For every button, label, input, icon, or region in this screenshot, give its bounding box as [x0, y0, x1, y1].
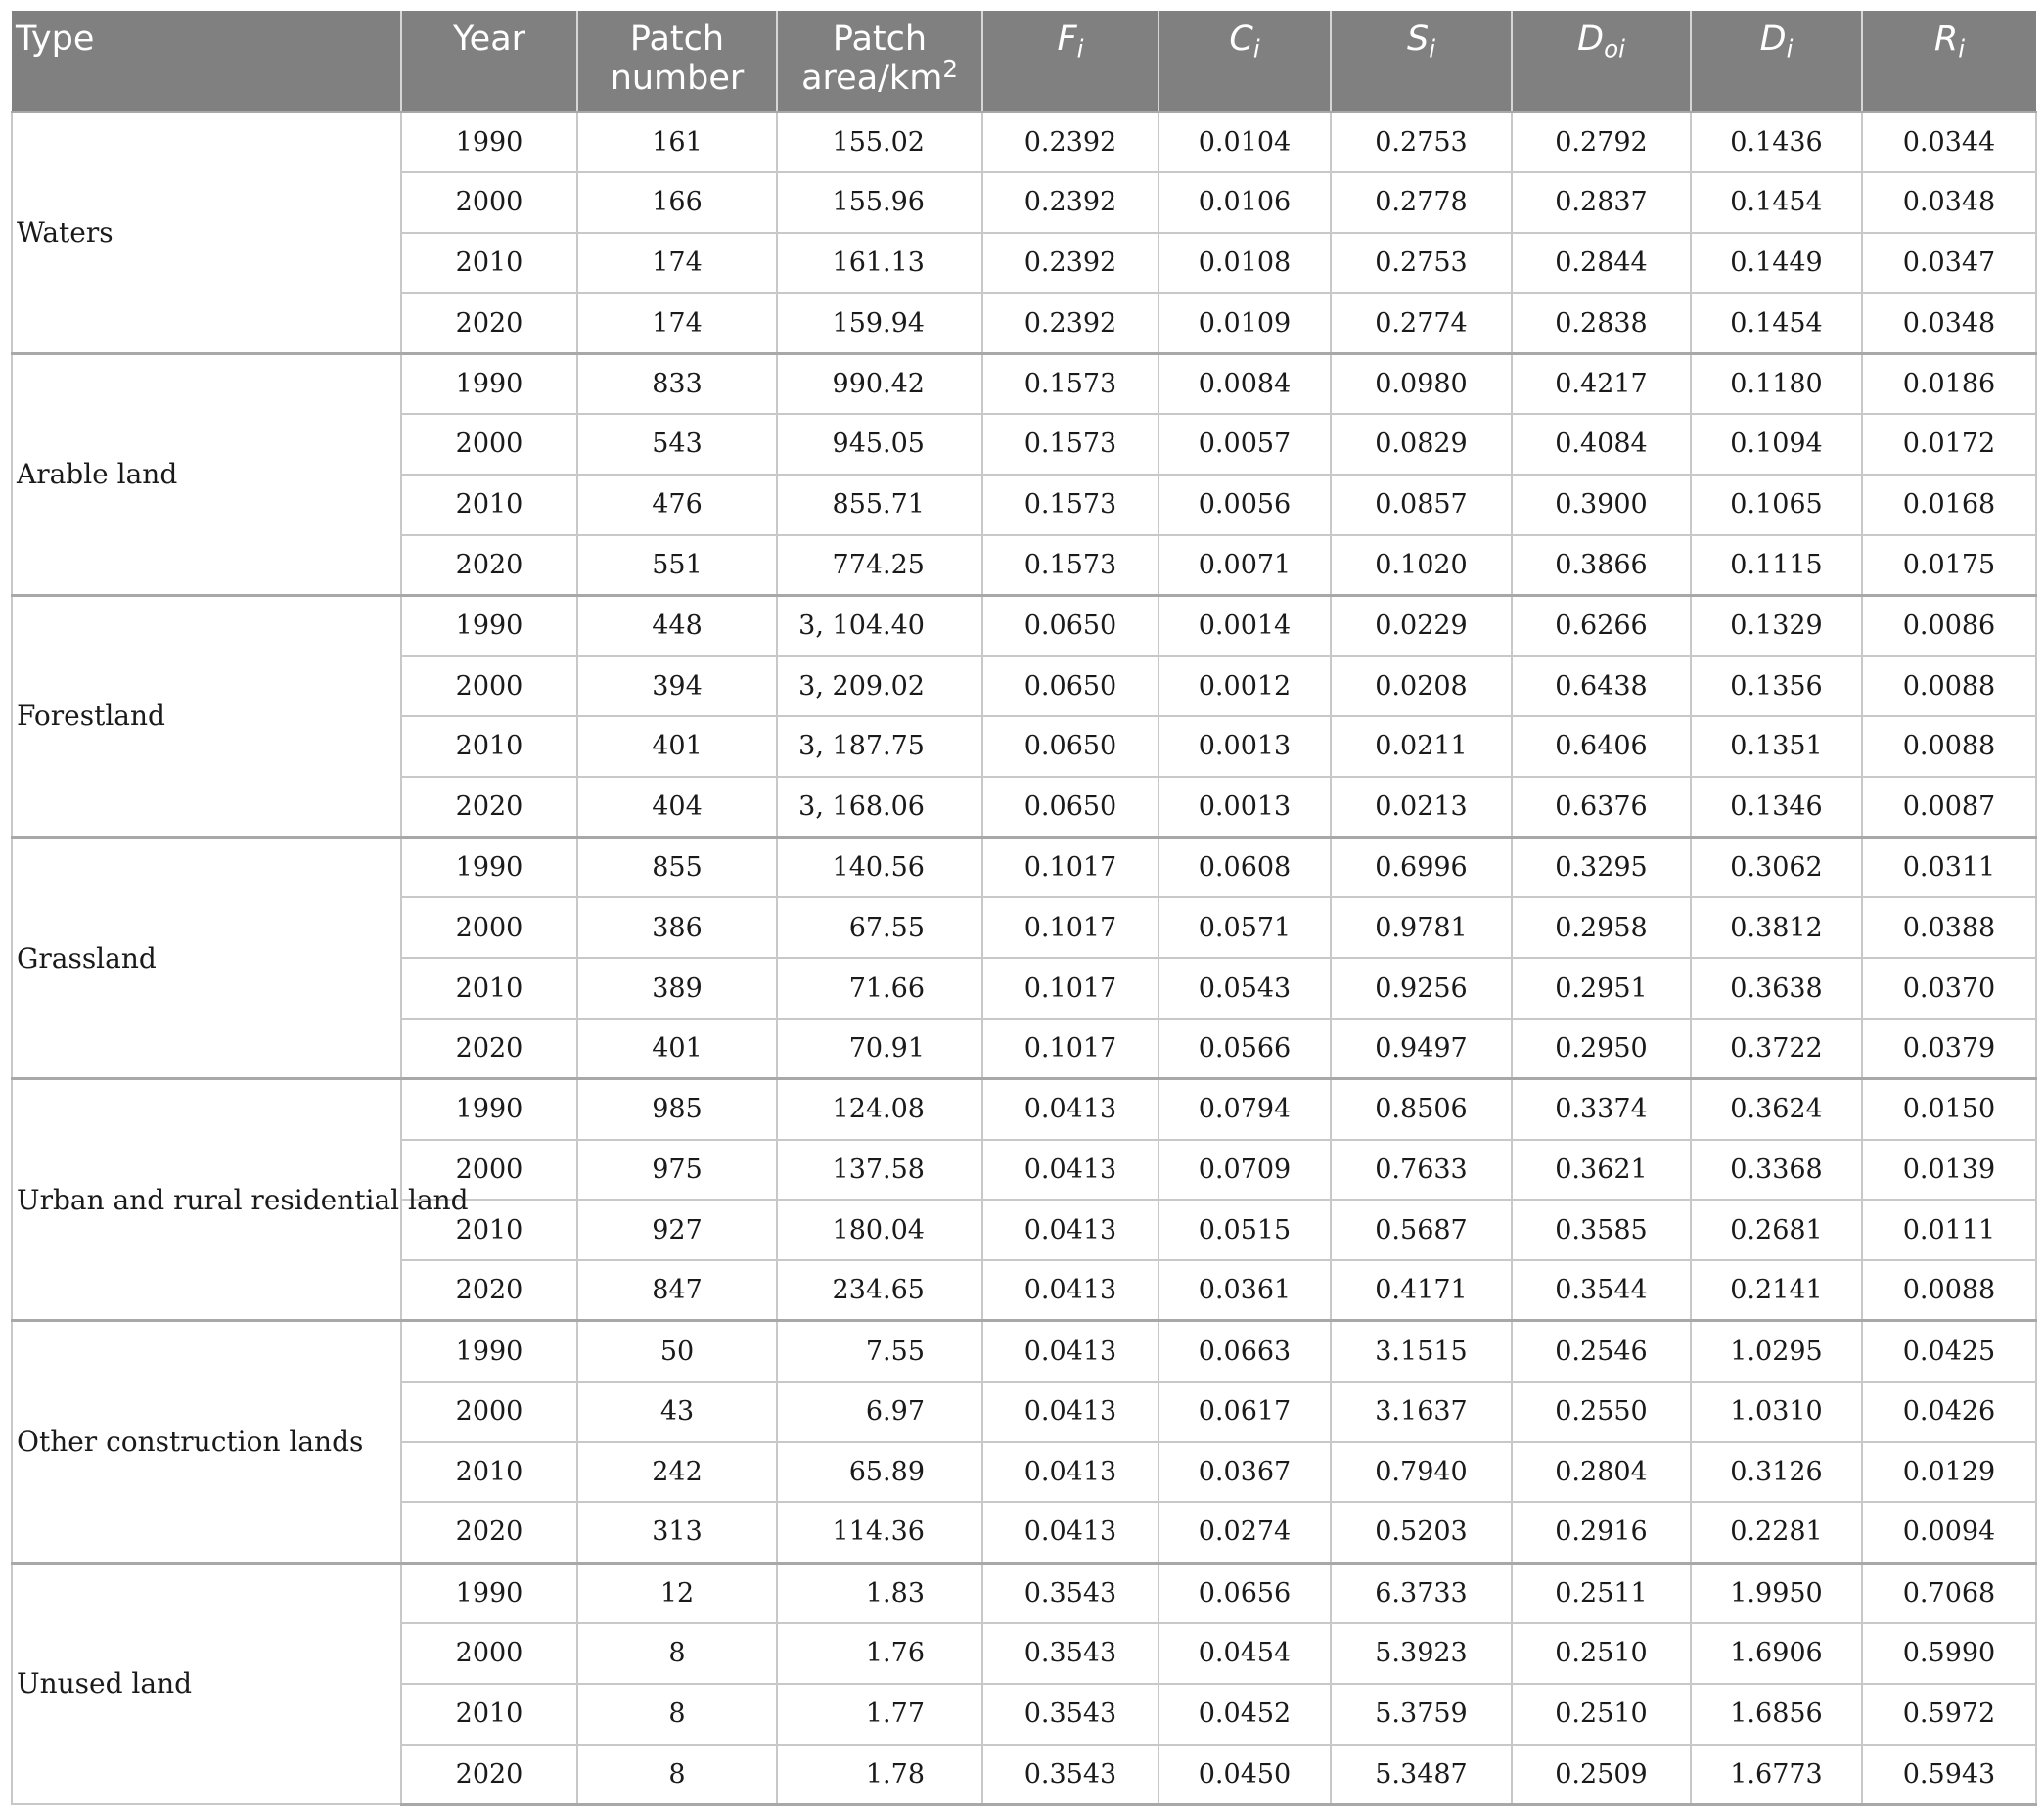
- cell-di: 1.6906: [1691, 1623, 1862, 1684]
- cell-patch-area: 137.58: [777, 1140, 982, 1201]
- cell-ri: 0.0425: [1862, 1321, 2036, 1382]
- col-header-ci: $C_i$: [1158, 11, 1331, 112]
- cell-di: 0.1180: [1691, 353, 1862, 414]
- cell-fi: 0.1573: [982, 353, 1158, 414]
- cell-si: 0.7633: [1331, 1140, 1512, 1201]
- cell-si: 0.0208: [1331, 656, 1512, 716]
- cell-di: 0.1346: [1691, 777, 1862, 838]
- cell-doi: 0.2510: [1512, 1623, 1691, 1684]
- cell-si: 0.0829: [1331, 414, 1512, 475]
- cell-si: 0.9497: [1331, 1019, 1512, 1079]
- col-header-patch-area: Patch area/$km^2$: [777, 11, 982, 112]
- cell-si: 0.1020: [1331, 535, 1512, 596]
- cell-patch-number: 389: [577, 958, 777, 1019]
- cell-ri: 0.0168: [1862, 475, 2036, 535]
- cell-year: 2000: [401, 172, 577, 233]
- col-header-fi: $F_i$: [982, 11, 1158, 112]
- cell-patch-number: 401: [577, 716, 777, 777]
- cell-ci: 0.0617: [1158, 1382, 1331, 1442]
- cell-patch-area: 1.78: [777, 1745, 982, 1805]
- cell-doi: 0.2511: [1512, 1563, 1691, 1623]
- cell-fi: 0.0413: [982, 1140, 1158, 1201]
- cell-ri: 0.0426: [1862, 1382, 2036, 1442]
- cell-patch-number: 8: [577, 1684, 777, 1745]
- cell-year: 2020: [401, 1502, 577, 1563]
- cell-patch-number: 847: [577, 1260, 777, 1321]
- cell-di: 0.1449: [1691, 233, 1862, 294]
- cell-ri: 0.0348: [1862, 293, 2036, 353]
- cell-ci: 0.0013: [1158, 716, 1331, 777]
- cell-di: 0.2281: [1691, 1502, 1862, 1563]
- cell-year: 1990: [401, 838, 577, 898]
- cell-ri: 0.0094: [1862, 1502, 2036, 1563]
- cell-fi: 0.3543: [982, 1684, 1158, 1745]
- cell-ci: 0.0014: [1158, 595, 1331, 656]
- cell-patch-number: 174: [577, 293, 777, 353]
- cell-ri: 0.0111: [1862, 1200, 2036, 1260]
- cell-patch-number: 476: [577, 475, 777, 535]
- cell-fi: 0.2392: [982, 233, 1158, 294]
- cell-ci: 0.0274: [1158, 1502, 1331, 1563]
- cell-si: 0.7940: [1331, 1442, 1512, 1503]
- cell-fi: 0.1017: [982, 838, 1158, 898]
- cell-patch-number: 242: [577, 1442, 777, 1503]
- cell-patch-number: 50: [577, 1321, 777, 1382]
- cell-fi: 0.0413: [982, 1382, 1158, 1442]
- cell-ri: 0.0087: [1862, 777, 2036, 838]
- cell-year: 2000: [401, 1382, 577, 1442]
- cell-di: 1.6856: [1691, 1684, 1862, 1745]
- cell-year: 2000: [401, 1623, 577, 1684]
- cell-fi: 0.0413: [982, 1502, 1158, 1563]
- cell-patch-area: 3, 104.40: [777, 595, 982, 656]
- cell-doi: 0.2844: [1512, 233, 1691, 294]
- cell-di: 0.1351: [1691, 716, 1862, 777]
- cell-ri: 0.0150: [1862, 1079, 2036, 1140]
- cell-ci: 0.0109: [1158, 293, 1331, 353]
- cell-patch-number: 985: [577, 1079, 777, 1140]
- cell-patch-number: 394: [577, 656, 777, 716]
- cell-year: 2020: [401, 777, 577, 838]
- cell-doi: 0.2804: [1512, 1442, 1691, 1503]
- cell-doi: 0.2837: [1512, 172, 1691, 233]
- cell-patch-number: 166: [577, 172, 777, 233]
- cell-doi: 0.4217: [1512, 353, 1691, 414]
- cell-si: 5.3759: [1331, 1684, 1512, 1745]
- cell-ri: 0.0344: [1862, 112, 2036, 172]
- col-header-ri: $R_i$: [1862, 11, 2036, 112]
- cell-doi: 0.2550: [1512, 1382, 1691, 1442]
- cell-di: 0.3812: [1691, 897, 1862, 958]
- cell-di: 1.9950: [1691, 1563, 1862, 1623]
- cell-fi: 0.0650: [982, 716, 1158, 777]
- cell-si: 3.1515: [1331, 1321, 1512, 1382]
- cell-fi: 0.0650: [982, 656, 1158, 716]
- cell-patch-number: 401: [577, 1019, 777, 1079]
- cell-doi: 0.2838: [1512, 293, 1691, 353]
- cell-year: 1990: [401, 1563, 577, 1623]
- cell-year: 2010: [401, 958, 577, 1019]
- cell-ci: 0.0361: [1158, 1260, 1331, 1321]
- cell-patch-area: 3, 209.02: [777, 656, 982, 716]
- cell-ci: 0.0566: [1158, 1019, 1331, 1079]
- cell-doi: 0.6376: [1512, 777, 1691, 838]
- col-header-type: Type: [12, 11, 401, 112]
- cell-di: 0.3722: [1691, 1019, 1862, 1079]
- cell-si: 0.0213: [1331, 777, 1512, 838]
- cell-ri: 0.5943: [1862, 1745, 2036, 1805]
- cell-patch-number: 386: [577, 897, 777, 958]
- table-row: [12, 1079, 2036, 1140]
- cell-doi: 0.2510: [1512, 1684, 1691, 1745]
- landscape-index-table: [11, 11, 2037, 1806]
- cell-ri: 0.0370: [1862, 958, 2036, 1019]
- cell-di: 0.1454: [1691, 293, 1862, 353]
- cell-fi: 0.1017: [982, 1019, 1158, 1079]
- cell-di: 0.1436: [1691, 112, 1862, 172]
- cell-patch-area: 124.08: [777, 1079, 982, 1140]
- cell-doi: 0.6438: [1512, 656, 1691, 716]
- cell-ri: 0.7068: [1862, 1563, 2036, 1623]
- col-header-patch-number: Patch number: [577, 11, 777, 112]
- cell-patch-number: 161: [577, 112, 777, 172]
- cell-doi: 0.3866: [1512, 535, 1691, 596]
- cell-patch-number: 43: [577, 1382, 777, 1442]
- cell-patch-number: 927: [577, 1200, 777, 1260]
- cell-ri: 0.0311: [1862, 838, 2036, 898]
- cell-doi: 0.2509: [1512, 1745, 1691, 1805]
- cell-doi: 0.2792: [1512, 112, 1691, 172]
- cell-patch-number: 174: [577, 233, 777, 294]
- cell-doi: 0.3585: [1512, 1200, 1691, 1260]
- cell-di: 1.0310: [1691, 1382, 1862, 1442]
- cell-fi: 0.0413: [982, 1442, 1158, 1503]
- cell-year: 2010: [401, 1442, 577, 1503]
- cell-ci: 0.0071: [1158, 535, 1331, 596]
- cell-doi: 0.2951: [1512, 958, 1691, 1019]
- cell-di: 0.1454: [1691, 172, 1862, 233]
- cell-fi: 0.2392: [982, 172, 1158, 233]
- cell-patch-area: 71.66: [777, 958, 982, 1019]
- cell-type: Forestland: [12, 595, 401, 837]
- cell-patch-area: 155.96: [777, 172, 982, 233]
- cell-year: 2010: [401, 1200, 577, 1260]
- cell-patch-area: 1.76: [777, 1623, 982, 1684]
- cell-year: 1990: [401, 353, 577, 414]
- cell-patch-area: 65.89: [777, 1442, 982, 1503]
- cell-di: 0.3368: [1691, 1140, 1862, 1201]
- cell-fi: 0.1573: [982, 475, 1158, 535]
- cell-patch-number: 543: [577, 414, 777, 475]
- cell-ri: 0.0348: [1862, 172, 2036, 233]
- cell-year: 2010: [401, 233, 577, 294]
- header-row: [12, 11, 2036, 112]
- cell-si: 0.0229: [1331, 595, 1512, 656]
- cell-si: 0.9256: [1331, 958, 1512, 1019]
- cell-ci: 0.0709: [1158, 1140, 1331, 1201]
- cell-di: 0.3062: [1691, 838, 1862, 898]
- cell-doi: 0.3621: [1512, 1140, 1691, 1201]
- cell-si: 0.8506: [1331, 1079, 1512, 1140]
- cell-si: 5.3487: [1331, 1745, 1512, 1805]
- cell-patch-area: 114.36: [777, 1502, 982, 1563]
- cell-ci: 0.0108: [1158, 233, 1331, 294]
- cell-si: 0.2753: [1331, 233, 1512, 294]
- cell-fi: 0.0413: [982, 1079, 1158, 1140]
- cell-patch-area: 855.71: [777, 475, 982, 535]
- cell-year: 2020: [401, 293, 577, 353]
- col-header-di: $D_i$: [1691, 11, 1862, 112]
- cell-ri: 0.0379: [1862, 1019, 2036, 1079]
- cell-ci: 0.0608: [1158, 838, 1331, 898]
- cell-year: 1990: [401, 112, 577, 172]
- cell-ri: 0.0139: [1862, 1140, 2036, 1201]
- cell-patch-number: 551: [577, 535, 777, 596]
- cell-si: 0.0857: [1331, 475, 1512, 535]
- cell-ri: 0.0088: [1862, 656, 2036, 716]
- cell-si: 0.6996: [1331, 838, 1512, 898]
- cell-ci: 0.0104: [1158, 112, 1331, 172]
- cell-year: 2000: [401, 656, 577, 716]
- cell-si: 0.5687: [1331, 1200, 1512, 1260]
- table-row: [12, 112, 2036, 172]
- cell-patch-area: 945.05: [777, 414, 982, 475]
- cell-ri: 0.5990: [1862, 1623, 2036, 1684]
- cell-fi: 0.2392: [982, 112, 1158, 172]
- table-row: [12, 838, 2036, 898]
- cell-fi: 0.0650: [982, 595, 1158, 656]
- cell-ci: 0.0515: [1158, 1200, 1331, 1260]
- cell-ri: 0.0088: [1862, 1260, 2036, 1321]
- cell-doi: 0.3544: [1512, 1260, 1691, 1321]
- cell-doi: 0.4084: [1512, 414, 1691, 475]
- cell-patch-area: 159.94: [777, 293, 982, 353]
- cell-ci: 0.0106: [1158, 172, 1331, 233]
- cell-patch-area: 7.55: [777, 1321, 982, 1382]
- cell-di: 0.1115: [1691, 535, 1862, 596]
- cell-patch-area: 1.83: [777, 1563, 982, 1623]
- cell-doi: 0.2546: [1512, 1321, 1691, 1382]
- cell-di: 0.3638: [1691, 958, 1862, 1019]
- cell-si: 0.4171: [1331, 1260, 1512, 1321]
- cell-ri: 0.0172: [1862, 414, 2036, 475]
- cell-year: 2020: [401, 1745, 577, 1805]
- cell-doi: 0.6406: [1512, 716, 1691, 777]
- cell-ri: 0.0086: [1862, 595, 2036, 656]
- cell-di: 0.1356: [1691, 656, 1862, 716]
- cell-doi: 0.2950: [1512, 1019, 1691, 1079]
- col-header-year: Year: [401, 11, 577, 112]
- cell-si: 0.9781: [1331, 897, 1512, 958]
- cell-si: 6.3733: [1331, 1563, 1512, 1623]
- cell-di: 0.1065: [1691, 475, 1862, 535]
- table-body: [12, 112, 2036, 1804]
- cell-di: 0.2141: [1691, 1260, 1862, 1321]
- cell-ci: 0.0794: [1158, 1079, 1331, 1140]
- cell-fi: 0.3543: [982, 1563, 1158, 1623]
- cell-ci: 0.0056: [1158, 475, 1331, 535]
- cell-ri: 0.0186: [1862, 353, 2036, 414]
- cell-patch-area: 155.02: [777, 112, 982, 172]
- cell-patch-area: 3, 168.06: [777, 777, 982, 838]
- cell-patch-number: 8: [577, 1623, 777, 1684]
- cell-fi: 0.2392: [982, 293, 1158, 353]
- cell-ci: 0.0084: [1158, 353, 1331, 414]
- cell-ci: 0.0013: [1158, 777, 1331, 838]
- cell-si: 0.0211: [1331, 716, 1512, 777]
- cell-doi: 0.3295: [1512, 838, 1691, 898]
- table-row: [12, 595, 2036, 656]
- cell-type: Arable land: [12, 353, 401, 595]
- cell-ri: 0.0347: [1862, 233, 2036, 294]
- cell-patch-area: 1.77: [777, 1684, 982, 1745]
- cell-ci: 0.0057: [1158, 414, 1331, 475]
- cell-doi: 0.2916: [1512, 1502, 1691, 1563]
- cell-patch-area: 70.91: [777, 1019, 982, 1079]
- table-header: [12, 11, 2036, 112]
- cell-si: 3.1637: [1331, 1382, 1512, 1442]
- cell-fi: 0.0650: [982, 777, 1158, 838]
- cell-di: 0.1329: [1691, 595, 1862, 656]
- cell-patch-number: 448: [577, 595, 777, 656]
- cell-fi: 0.1017: [982, 958, 1158, 1019]
- table-row: [12, 1563, 2036, 1623]
- table-row: [12, 1321, 2036, 1382]
- cell-ci: 0.0012: [1158, 656, 1331, 716]
- cell-si: 0.5203: [1331, 1502, 1512, 1563]
- cell-fi: 0.3543: [982, 1623, 1158, 1684]
- cell-ci: 0.0663: [1158, 1321, 1331, 1382]
- cell-patch-area: 67.55: [777, 897, 982, 958]
- cell-ri: 0.0129: [1862, 1442, 2036, 1503]
- cell-patch-area: 234.65: [777, 1260, 982, 1321]
- cell-patch-area: 990.42: [777, 353, 982, 414]
- cell-fi: 0.0413: [982, 1321, 1158, 1382]
- cell-fi: 0.0413: [982, 1200, 1158, 1260]
- cell-ci: 0.0452: [1158, 1684, 1331, 1745]
- cell-patch-area: 140.56: [777, 838, 982, 898]
- cell-si: 0.2753: [1331, 112, 1512, 172]
- cell-di: 1.0295: [1691, 1321, 1862, 1382]
- cell-year: 1990: [401, 595, 577, 656]
- cell-year: 1990: [401, 1321, 577, 1382]
- cell-doi: 0.6266: [1512, 595, 1691, 656]
- cell-year: 2020: [401, 535, 577, 596]
- cell-patch-area: 774.25: [777, 535, 982, 596]
- cell-fi: 0.1573: [982, 414, 1158, 475]
- cell-year: 2000: [401, 414, 577, 475]
- cell-doi: 0.3374: [1512, 1079, 1691, 1140]
- cell-year: 1990: [401, 1079, 577, 1140]
- cell-patch-number: 404: [577, 777, 777, 838]
- cell-di: 0.3624: [1691, 1079, 1862, 1140]
- cell-type: Other construction lands: [12, 1321, 401, 1563]
- cell-ci: 0.0571: [1158, 897, 1331, 958]
- cell-year: 2000: [401, 897, 577, 958]
- cell-ci: 0.0367: [1158, 1442, 1331, 1503]
- cell-ci: 0.0454: [1158, 1623, 1331, 1684]
- col-header-si: $S_i$: [1331, 11, 1512, 112]
- cell-ri: 0.0388: [1862, 897, 2036, 958]
- table-row: [12, 353, 2036, 414]
- cell-doi: 0.3900: [1512, 475, 1691, 535]
- cell-patch-number: 855: [577, 838, 777, 898]
- cell-patch-area: 3, 187.75: [777, 716, 982, 777]
- cell-patch-number: 12: [577, 1563, 777, 1623]
- cell-di: 0.1094: [1691, 414, 1862, 475]
- cell-type: Urban and rural residential land: [12, 1079, 401, 1321]
- cell-fi: 0.3543: [982, 1745, 1158, 1805]
- cell-type: Unused land: [12, 1563, 401, 1804]
- cell-type: Waters: [12, 112, 401, 353]
- cell-year: 2020: [401, 1260, 577, 1321]
- cell-patch-area: 6.97: [777, 1382, 982, 1442]
- cell-ri: 0.0088: [1862, 716, 2036, 777]
- cell-patch-number: 833: [577, 353, 777, 414]
- cell-year: 2010: [401, 716, 577, 777]
- cell-type: Grassland: [12, 838, 401, 1079]
- cell-fi: 0.1573: [982, 535, 1158, 596]
- cell-fi: 0.1017: [982, 897, 1158, 958]
- cell-fi: 0.0413: [982, 1260, 1158, 1321]
- cell-patch-number: 8: [577, 1745, 777, 1805]
- cell-doi: 0.2958: [1512, 897, 1691, 958]
- cell-si: 0.2778: [1331, 172, 1512, 233]
- cell-year: 2010: [401, 475, 577, 535]
- cell-patch-area: 180.04: [777, 1200, 982, 1260]
- cell-patch-number: 313: [577, 1502, 777, 1563]
- cell-ri: 0.0175: [1862, 535, 2036, 596]
- cell-si: 0.0980: [1331, 353, 1512, 414]
- cell-ci: 0.0656: [1158, 1563, 1331, 1623]
- cell-year: 2000: [401, 1140, 577, 1201]
- cell-patch-number: 975: [577, 1140, 777, 1201]
- cell-ri: 0.5972: [1862, 1684, 2036, 1745]
- cell-si: 0.2774: [1331, 293, 1512, 353]
- cell-ci: 0.0543: [1158, 958, 1331, 1019]
- col-header-doi: $D_{oi}$: [1512, 11, 1691, 112]
- cell-si: 5.3923: [1331, 1623, 1512, 1684]
- cell-di: 1.6773: [1691, 1745, 1862, 1805]
- cell-di: 0.2681: [1691, 1200, 1862, 1260]
- cell-patch-area: 161.13: [777, 233, 982, 294]
- cell-di: 0.3126: [1691, 1442, 1862, 1503]
- cell-year: 2010: [401, 1684, 577, 1745]
- cell-year: 2020: [401, 1019, 577, 1079]
- cell-ci: 0.0450: [1158, 1745, 1331, 1805]
